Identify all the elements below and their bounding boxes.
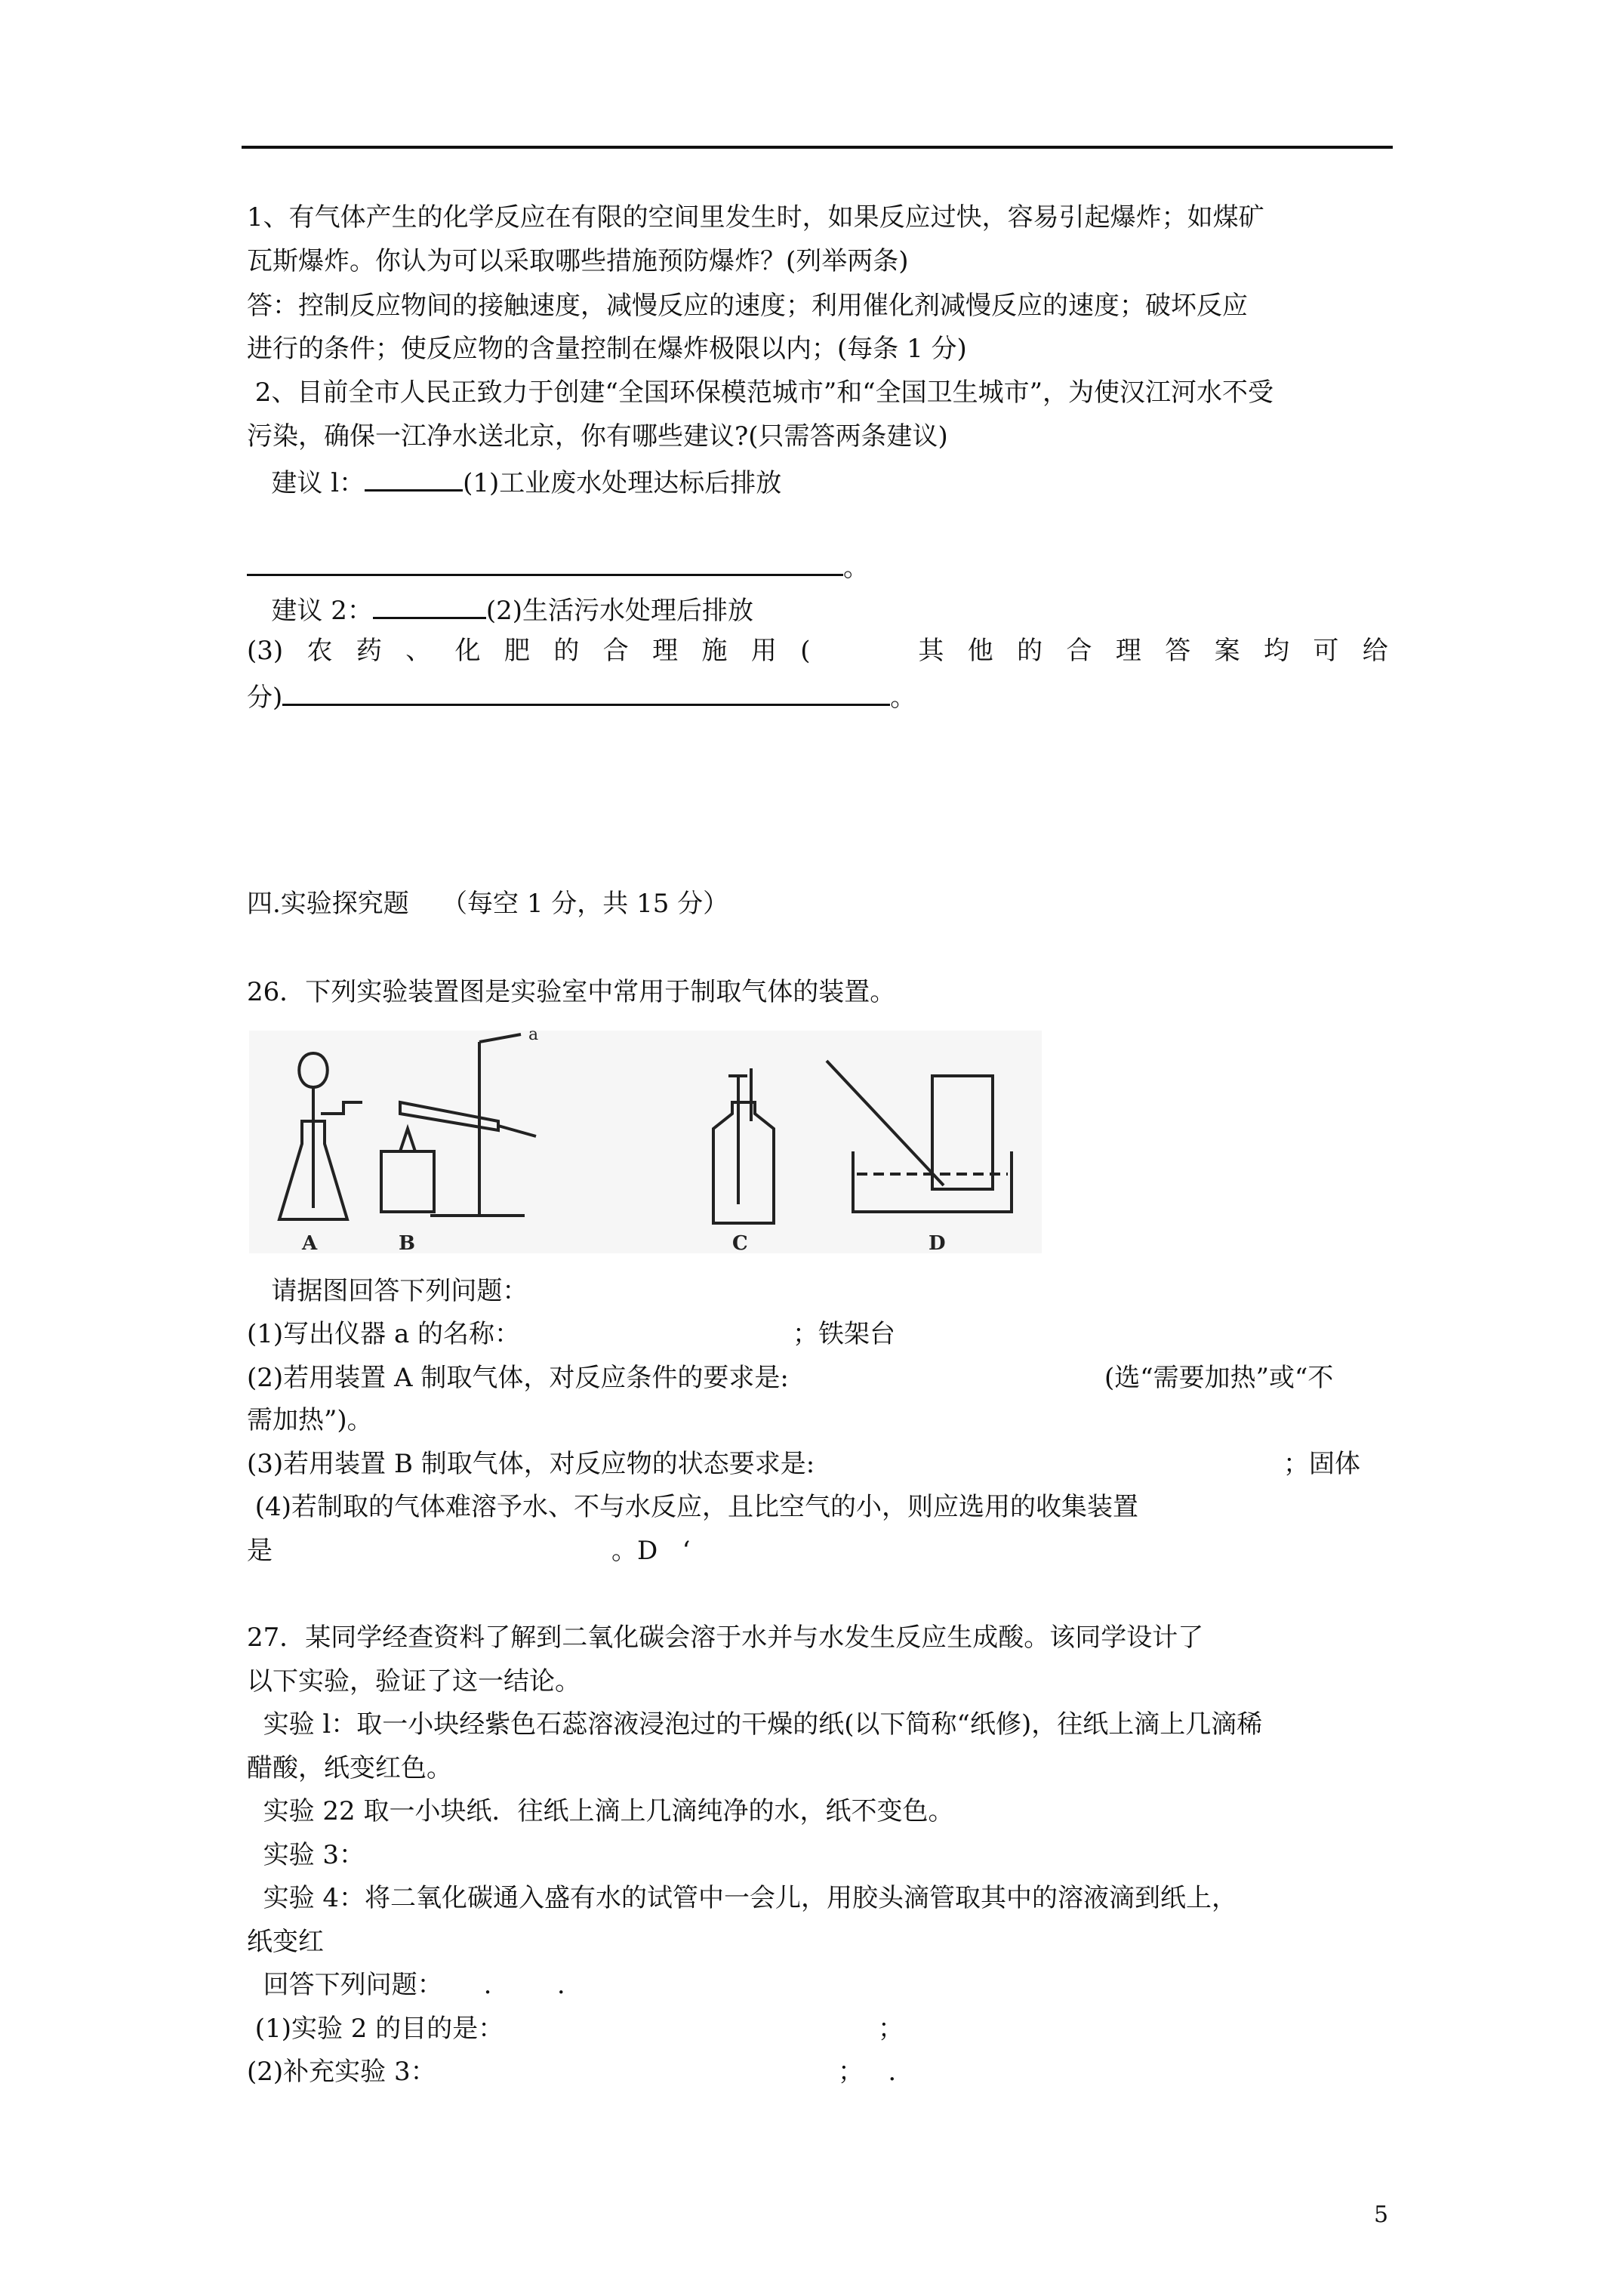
suggestion-3-line bbox=[247, 634, 1388, 667]
q26-part4-line2: 是 bbox=[247, 1536, 273, 1566]
experiment-4-a: 实验 4：将二氧化碳通入盛有水的试管中一会儿，用胶头滴管取其中的溶液滴到纸上， bbox=[247, 1883, 1238, 1913]
s3-part: 答 bbox=[1165, 636, 1191, 666]
label-instrument-a: a bbox=[528, 1031, 539, 1044]
s3-part: 合 bbox=[1066, 636, 1092, 666]
s3-part: 他 bbox=[967, 636, 993, 666]
suggestion-1-end: 。 bbox=[843, 553, 869, 583]
suggestion-1-blank-line bbox=[247, 548, 843, 576]
s3-part: ( bbox=[800, 636, 811, 666]
s3-part: 其 bbox=[918, 636, 944, 666]
suggestion-2-label: 建议 2： bbox=[247, 596, 373, 626]
q2-line1: 2、目前全市人民正致力于创建“全国环保模范城市”和“全国卫生城市”，为使汉江河水不受 bbox=[247, 378, 1273, 408]
s3-part: (3) bbox=[247, 636, 284, 666]
page-number: 5 bbox=[1374, 2202, 1389, 2228]
q2-line2: 污染，确保一江净水送北京，你有哪些建议?(只需答两条建议) bbox=[247, 421, 948, 451]
suggestion-2-answer: (2)生活污水处理后排放 bbox=[485, 596, 754, 626]
experiment-3: 实验 3： bbox=[247, 1840, 365, 1870]
s3-part: 给 bbox=[1362, 636, 1388, 666]
q26-title: 26．下列实验装置图是实验室中常用于制取气体的装置。 bbox=[247, 977, 896, 1007]
experiment-1-b: 醋酸，纸变红色。 bbox=[247, 1753, 452, 1783]
q26-part2-line2: 需加热”)。 bbox=[247, 1405, 373, 1435]
suggestion-1-line bbox=[247, 548, 869, 584]
s3-part: 理 bbox=[1115, 636, 1141, 666]
suggestion-3-tail bbox=[247, 678, 916, 714]
s3-part: 肥 bbox=[504, 636, 531, 666]
q1-line1: 1、有气体产生的化学反应在有限的空间里发生时，如果反应过快，容易引起爆炸；如煤矿 bbox=[247, 202, 1264, 233]
q27-part2-end: ； . bbox=[838, 2057, 897, 2087]
s3-part: 理 bbox=[652, 636, 679, 666]
answer-intro: 回答下列问题： . . bbox=[247, 1970, 565, 2000]
q26-part2: (2)若用装置 A 制取气体，对反应条件的要求是: bbox=[247, 1363, 789, 1393]
apparatus-figure bbox=[249, 1031, 1042, 1253]
s3-part: 用 bbox=[750, 636, 777, 666]
s3-part: 均 bbox=[1263, 636, 1289, 666]
q26-part3: (3)若用装置 B 制取气体，对反应物的状态要求是: bbox=[247, 1449, 815, 1479]
figure-background bbox=[249, 1031, 1042, 1253]
q26-part3-answer: ；固体 bbox=[1283, 1449, 1360, 1479]
suggestion-2 bbox=[247, 591, 753, 627]
suggestion-1-label: 建议 l： bbox=[247, 468, 365, 498]
label-c: C bbox=[732, 1232, 748, 1253]
suggestion-2-blank bbox=[373, 591, 486, 619]
s3-part: 的 bbox=[553, 636, 580, 666]
s3-part: 施 bbox=[701, 636, 728, 666]
q1-answer2: 进行的条件；使反应物的含量控制在爆炸极限以内；(每条 1 分) bbox=[247, 334, 967, 364]
label-d: D bbox=[929, 1232, 946, 1253]
q26-part1: (1)写出仪器 a 的名称： bbox=[247, 1319, 521, 1349]
experiment-1-a: 实验 l：取一小块经紫色石蕊溶液浸泡过的干燥的纸(以下简称“纸修)，往纸上滴上几滴稀 bbox=[247, 1709, 1263, 1740]
s3-part: 药 bbox=[356, 636, 382, 666]
q27-part1-end: ； bbox=[878, 2014, 904, 2044]
s3-part: 农 bbox=[306, 636, 333, 666]
q26-part4-answer: 。D ‘ bbox=[611, 1536, 691, 1566]
suggestion-3-end: 。 bbox=[890, 683, 916, 713]
s3-part: 可 bbox=[1313, 636, 1339, 666]
q27-part1: (1)实验 2 的目的是： bbox=[247, 2014, 504, 2044]
suggestion-3-blank bbox=[282, 678, 890, 706]
section-title: 四.实验探究题 （每空 1 分，共 15 分） bbox=[247, 889, 729, 919]
experiment-4-b: 纸变红 bbox=[247, 1927, 324, 1957]
s3-part: 、 bbox=[405, 636, 432, 666]
experiment-2: 实验 22 取一小块纸．往纸上滴上几滴纯净的水，纸不变色。 bbox=[247, 1796, 954, 1826]
s3-gap bbox=[834, 634, 895, 667]
suggestion-1-answer: (1)工业废水处理达标后排放 bbox=[463, 468, 782, 498]
header-rule bbox=[242, 146, 1393, 149]
s3-part: 案 bbox=[1214, 636, 1240, 666]
suggestion-1-blank bbox=[365, 464, 463, 492]
s3-part: 的 bbox=[1017, 636, 1043, 666]
q1-line2: 瓦斯爆炸。你认为可以采取哪些措施预防爆炸？(列举两条) bbox=[247, 246, 909, 276]
q26-part1-answer: ；铁架台 bbox=[793, 1319, 895, 1349]
s3-part: 化 bbox=[454, 636, 481, 666]
q27-part2: (2)补充实验 3： bbox=[247, 2057, 436, 2087]
q26-part2-tail: (选“需要加热”或“不 bbox=[1104, 1363, 1334, 1393]
q27-line1: 27．某同学经查资料了解到二氧化碳会溶于水并与水发生反应生成酸。该同学设计了 bbox=[247, 1623, 1204, 1653]
q26-prompt: 请据图回答下列问题： bbox=[247, 1276, 528, 1306]
q27-line2: 以下实验，验证了这一结论。 bbox=[247, 1666, 581, 1697]
s3-part: 合 bbox=[602, 636, 629, 666]
suggestion-3-tail-text: 分) bbox=[247, 683, 283, 713]
suggestion-1 bbox=[247, 464, 781, 500]
label-a: A bbox=[302, 1232, 318, 1253]
q26-part4: (4)若制取的气体难溶予水、不与水反应，且比空气的小，则应选用的收集装置 bbox=[247, 1492, 1138, 1522]
q1-answer1: 答：控制反应物间的接触速度，减慢反应的速度；利用催化剂减慢反应的速度；破坏反应 bbox=[247, 291, 1248, 321]
label-b: B bbox=[399, 1232, 415, 1253]
